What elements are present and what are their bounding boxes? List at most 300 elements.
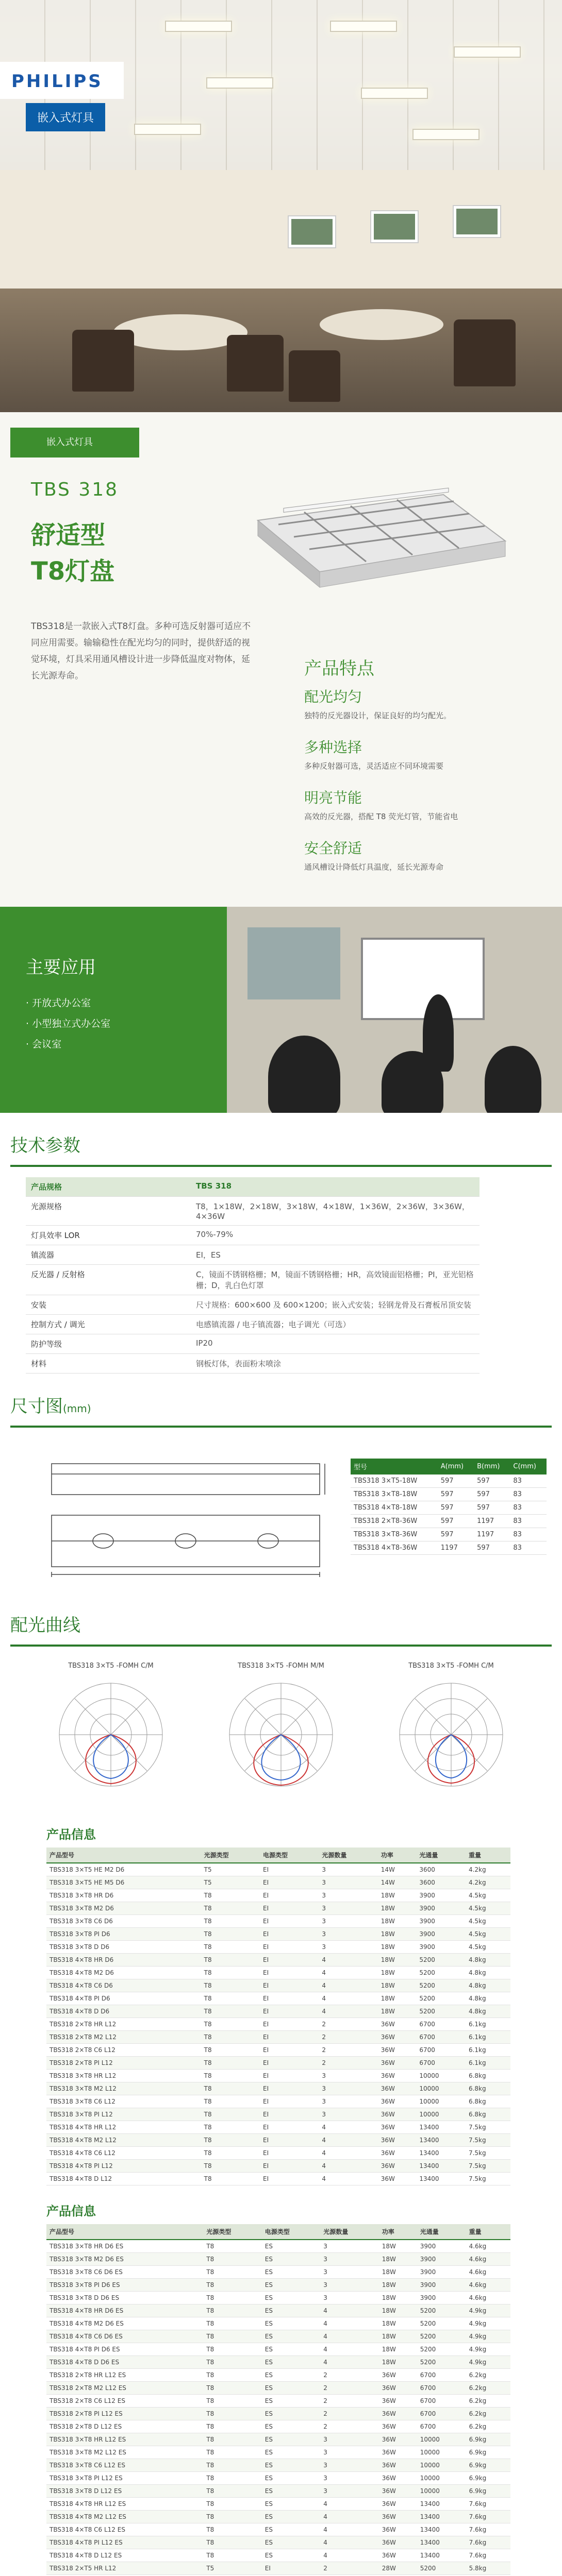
dimensions-body: [351, 1475, 547, 1555]
product-cell: TBS318 4×T8 D L12: [46, 2173, 201, 2185]
product-cell: T8: [203, 2240, 261, 2253]
product-cell: EI: [260, 2005, 319, 2018]
product-header-cell: 重量: [466, 2224, 510, 2240]
product-row: [46, 2292, 510, 2304]
specs-cell: 安装: [26, 1295, 191, 1315]
curve-label: TBS318 3×T5 -FOMH C/M: [408, 1662, 494, 1670]
product-table-2: [46, 2224, 510, 2576]
product-cell: ES: [262, 2266, 320, 2279]
product-cell: T8: [201, 2031, 260, 2044]
product-cell: 3: [319, 1863, 377, 1876]
product-cell: 4.6kg: [466, 2292, 510, 2304]
dimensions-cell: 597: [474, 1501, 510, 1515]
product-cell: EI: [260, 1915, 319, 1928]
product-cell: T8: [201, 1954, 260, 1967]
product-cell: 36W: [379, 2382, 417, 2395]
feature-text: 通风槽设计降低灯具温度，延长光源寿命: [304, 862, 444, 872]
product-cell: 36W: [378, 2070, 417, 2082]
product-cell: EI: [260, 1954, 319, 1967]
product-cell: T8: [203, 2279, 261, 2292]
product-header-cell: 电源类型: [262, 2224, 320, 2240]
product-cell: EI: [260, 2031, 319, 2044]
product-cell: 18W: [379, 2279, 417, 2292]
product-cell: TBS318 3×T8 PI D6 ES: [46, 2279, 203, 2292]
product-cell: TBS318 3×T5 HE M2 D6: [46, 1863, 201, 1876]
chair: [72, 330, 134, 392]
product-cell: 36W: [379, 2369, 417, 2382]
product-row: [46, 1941, 510, 1954]
specs-cell: C，镜面不锈钢格栅；M，镜面不锈钢格栅；HR，高效镜面铝格栅；PI，亚光铝格栅；D，乳白色灯罩: [191, 1265, 480, 1295]
product-cell: TBS318 2×T8 C6 L12 ES: [46, 2395, 203, 2408]
specs-row: [26, 1197, 480, 1226]
product-cell: 4: [319, 1979, 377, 1992]
product-cell: 3900: [417, 2292, 466, 2304]
product-cell: EI: [260, 1889, 319, 1902]
product-cell: 3: [320, 2279, 378, 2292]
feature-text: 独特的反光器设计，保证良好的均匀配光。: [304, 711, 452, 720]
product-cell: 6700: [417, 2420, 466, 2433]
dimensions-cell: 83: [510, 1501, 547, 1515]
product-cell: 13400: [416, 2147, 466, 2160]
product-cell: 6700: [416, 2057, 466, 2070]
dimensions-cell: 597: [474, 1541, 510, 1555]
product-cell: ES: [262, 2253, 320, 2266]
product-cell: 36W: [378, 2147, 417, 2160]
product-row: [46, 2121, 510, 2134]
product-cell: T8: [203, 2433, 261, 2446]
product-header-cell: 产品型号: [46, 2224, 203, 2240]
product-header-row: [46, 2224, 510, 2240]
product-cell: 5200: [416, 1992, 466, 2005]
ceiling-lamp: [361, 88, 428, 99]
product-cell: 13400: [417, 2536, 466, 2549]
product-cell: 5200: [417, 2343, 466, 2356]
product-cell: EI: [260, 1979, 319, 1992]
product-cell: T8: [203, 2536, 261, 2549]
product-cell: 2: [320, 2395, 378, 2408]
dimensions-cell: 597: [438, 1528, 474, 1541]
product-row: [46, 1863, 510, 1876]
product-cell: 36W: [379, 2408, 417, 2420]
product-cell: 6700: [417, 2408, 466, 2420]
product-cell: 18W: [378, 1954, 417, 1967]
product-cell: T8: [203, 2485, 261, 2498]
product-cell: 6.8kg: [466, 2095, 510, 2108]
product-cell: 7.6kg: [466, 2498, 510, 2511]
product-cell: ES: [262, 2459, 320, 2472]
product-cell: 3: [320, 2485, 378, 2498]
product-cell: 5200: [417, 2330, 466, 2343]
product-cell: TBS318 4×T8 PI D6 ES: [46, 2343, 203, 2356]
applications-title: 主要应用: [26, 957, 96, 978]
product-cell: TBS318 2×T5 HR L12: [46, 2562, 203, 2575]
product-cell: EI: [260, 2095, 319, 2108]
product-cell: T8: [201, 1889, 260, 1902]
feature-item: [304, 686, 521, 722]
product-cell: 36W: [379, 2472, 417, 2485]
dimensions-cell: 1197: [438, 1541, 474, 1555]
product-cell: T8: [203, 2511, 261, 2523]
specs-cell: 尺寸规格：600×600 及 600×1200；嵌入式安装；轻钢龙骨及石膏板吊顶安装: [191, 1295, 480, 1315]
dimensions-header-row: [351, 1459, 547, 1475]
product-row: [46, 2433, 510, 2446]
product-cell: ES: [262, 2395, 320, 2408]
product-row: [46, 2057, 510, 2070]
product-cell: EI: [260, 1992, 319, 2005]
product-cell: T8: [201, 1902, 260, 1915]
product-cell: ES: [262, 2292, 320, 2304]
product-cell: 4: [320, 2317, 378, 2330]
product-header-cell: 功率: [379, 2224, 417, 2240]
product-cell: EI: [260, 2173, 319, 2185]
product-cell: EI: [260, 1941, 319, 1954]
product-row: [46, 2562, 510, 2575]
product-cell: 5200: [417, 2317, 466, 2330]
product-cell: T8: [201, 2108, 260, 2121]
product-cell: 36W: [378, 2082, 417, 2095]
product-row: [46, 2173, 510, 2185]
product-cell: ES: [262, 2317, 320, 2330]
product-cell: TBS318 4×T8 C6 D6: [46, 1979, 201, 1992]
product-cell: 3: [319, 1928, 377, 1941]
product-cell: 4.8kg: [466, 1954, 510, 1967]
curves-title: 配光曲线: [10, 1615, 80, 1636]
product-cell: 36W: [378, 2031, 417, 2044]
product-cell: 36W: [378, 2173, 417, 2185]
product-cell: T8: [201, 2018, 260, 2031]
product-header-cell: 功率: [378, 1848, 417, 1863]
product-cell: 13400: [416, 2160, 466, 2173]
product-row: [46, 2446, 510, 2459]
product-cell: 7.5kg: [466, 2160, 510, 2173]
product-cell: 18W: [379, 2253, 417, 2266]
product-cell: 7.5kg: [466, 2173, 510, 2185]
product-cell: 3900: [416, 1902, 466, 1915]
product-cell: TBS318 3×T8 M2 D6 ES: [46, 2253, 203, 2266]
product-cell: ES: [262, 2420, 320, 2433]
product-cell: 2: [320, 2562, 378, 2575]
ceiling-lamp: [454, 46, 521, 58]
product-cell: TBS318 3×T8 PI D6: [46, 1928, 201, 1941]
product-cell: 36W: [378, 2121, 417, 2134]
product-cell: EI: [260, 2082, 319, 2095]
product-row: [46, 2108, 510, 2121]
product-cell: TBS318 2×T8 PI L12: [46, 2057, 201, 2070]
dimensions-cell: TBS318 3×T8-18W: [351, 1488, 438, 1501]
product-cell: 4.5kg: [466, 1889, 510, 1902]
product-cell: 2: [320, 2408, 378, 2420]
polar-diagram: [44, 1673, 178, 1797]
product-cell: TBS318 3×T8 C6 D6: [46, 1915, 201, 1928]
product-cell: EI: [260, 1902, 319, 1915]
product-row: [46, 2266, 510, 2279]
product-cell: T8: [203, 2292, 261, 2304]
product-cell: 28W: [379, 2562, 417, 2575]
product-cell: TBS318 2×T8 D L12 ES: [46, 2420, 203, 2433]
product-cell: 3900: [416, 1941, 466, 1954]
product-cell: 13400: [417, 2549, 466, 2562]
brand-name: PHILIPS: [11, 71, 103, 92]
dimensions-cell: 597: [474, 1488, 510, 1501]
product-cell: ES: [262, 2549, 320, 2562]
product-cell: TBS318 4×T8 M2 L12: [46, 2134, 201, 2147]
product-cell: 13400: [416, 2121, 466, 2134]
product-cell: 18W: [379, 2343, 417, 2356]
product-cell: 36W: [379, 2511, 417, 2523]
product-cell: ES: [262, 2343, 320, 2356]
product-description: TBS318是一款嵌入式T8灯盘。多种可选反射器可适应不同应用需要。输输稳性在配光均匀的同时，提供舒适的视觉环境，灯具采用通风槽设计进一步降低温度对物体，延长光源寿命。: [31, 621, 251, 681]
feature-title: 多种选择: [304, 739, 362, 756]
specs-cell: 钢板灯体，表面粉末喷涂: [191, 1354, 480, 1374]
product-cell: 6.9kg: [466, 2472, 510, 2485]
product-cell: 18W: [378, 1941, 417, 1954]
specs-cell: 灯具效率 LOR: [26, 1226, 191, 1245]
product-cell: 4.6kg: [466, 2279, 510, 2292]
dimensions-cell: TBS318 4×T8-36W: [351, 1541, 438, 1555]
product-cell: 6700: [416, 2031, 466, 2044]
feature-text: 多种反射器可选，灵活适应不同环境需要: [304, 761, 444, 771]
product-cell: 5200: [416, 2005, 466, 2018]
product-row: [46, 2523, 510, 2536]
product-cell: 4.2kg: [466, 1876, 510, 1889]
product-cell: 4: [319, 1992, 377, 2005]
application-item: · 开放式办公室: [26, 997, 91, 1009]
product-row: [46, 2044, 510, 2057]
product-cell: 5200: [416, 1967, 466, 1979]
product-cell: 6.2kg: [466, 2382, 510, 2395]
dimension-drawing: [41, 1453, 330, 1582]
product-cell: T8: [201, 1979, 260, 1992]
product-cell: 18W: [379, 2317, 417, 2330]
light-curve: [39, 1662, 183, 1799]
product-cell: 10000: [417, 2472, 466, 2485]
dimensions-cell: 1197: [474, 1515, 510, 1528]
product-cell: 18W: [378, 1979, 417, 1992]
product-header-cell: 重量: [466, 1848, 510, 1863]
feature-title: 安全舒适: [304, 840, 362, 857]
product-row: [46, 2356, 510, 2369]
product-cell: 10000: [416, 2108, 466, 2121]
product-cell: TBS318 3×T5 HE M5 D6: [46, 1876, 201, 1889]
product-cell: 7.6kg: [466, 2511, 510, 2523]
product-cell: 3900: [417, 2266, 466, 2279]
product-cell: T8: [203, 2472, 261, 2485]
product-cell: T8: [201, 1928, 260, 1941]
product-cell: T8: [203, 2304, 261, 2317]
product-cell: 36W: [378, 2044, 417, 2057]
product-cell: TBS318 4×T8 PI L12 ES: [46, 2536, 203, 2549]
dimensions-cell: 83: [510, 1528, 547, 1541]
dimensions-section: [0, 1438, 562, 1592]
product-row: [46, 2511, 510, 2523]
product-cell: EI: [260, 2044, 319, 2057]
dimensions-cell: 83: [510, 1475, 547, 1488]
product-cell: 7.6kg: [466, 2523, 510, 2536]
product-cell: 18W: [378, 1902, 417, 1915]
product-info-title: 产品信息: [46, 1827, 96, 1842]
section-divider: [10, 1645, 552, 1647]
product-cell: 2: [319, 2057, 377, 2070]
specs-cell: 控制方式 / 调光: [26, 1315, 191, 1334]
product-cell: 36W: [378, 2134, 417, 2147]
product-cell: 18W: [379, 2330, 417, 2343]
product-cell: EI: [260, 2160, 319, 2173]
product-cell: 6.1kg: [466, 2018, 510, 2031]
product-row: [46, 2459, 510, 2472]
product-cell: T8: [201, 2070, 260, 2082]
product-cell: 10000: [417, 2485, 466, 2498]
product-cell: ES: [262, 2369, 320, 2382]
product-cell: ES: [262, 2433, 320, 2446]
product-row: [46, 2330, 510, 2343]
product-cell: 4.9kg: [466, 2304, 510, 2317]
dimensions-cell: TBS318 3×T5-18W: [351, 1475, 438, 1488]
meeting-room-photo: [227, 907, 562, 1113]
product-cell: 3: [319, 1941, 377, 1954]
product-cell: TBS318 3×T8 M2 L12: [46, 2082, 201, 2095]
dimensions-row: [351, 1515, 547, 1528]
chair: [227, 335, 284, 392]
product-cell: 6.2kg: [466, 2369, 510, 2382]
product-cell: 3: [320, 2433, 378, 2446]
product-cell: T8: [201, 2044, 260, 2057]
product-cell: 4: [319, 2160, 377, 2173]
product-cell: TBS318 4×T8 C6 D6 ES: [46, 2330, 203, 2343]
product-cell: 3: [320, 2240, 378, 2253]
polar-diagram: [214, 1673, 348, 1797]
product-cell: TBS318 4×T8 D L12 ES: [46, 2549, 203, 2562]
product-cell: ES: [262, 2511, 320, 2523]
product-cell: 18W: [378, 1915, 417, 1928]
product-intro: [0, 412, 562, 907]
section-divider: [10, 1426, 552, 1428]
product-cell: 10000: [416, 2095, 466, 2108]
product-cell: 3900: [416, 1915, 466, 1928]
product-cell: EI: [260, 1876, 319, 1889]
product-cell: EI: [260, 2147, 319, 2160]
product-cell: 3900: [416, 1928, 466, 1941]
product-cell: 36W: [379, 2523, 417, 2536]
product-cell: TBS318 4×T8 HR D6 ES: [46, 2304, 203, 2317]
specs-header-row: [26, 1177, 480, 1197]
light-curve: [379, 1662, 523, 1799]
product-row: [46, 2343, 510, 2356]
product-name-line2: T8灯盘: [31, 557, 115, 586]
product-cell: 3: [320, 2253, 378, 2266]
product-cell: T8: [203, 2356, 261, 2369]
product-cell: TBS318 3×T8 M2 L12 ES: [46, 2446, 203, 2459]
product-cell: 18W: [379, 2240, 417, 2253]
product-cell: 6700: [417, 2382, 466, 2395]
product-cell: 6700: [417, 2395, 466, 2408]
product-cell: 13400: [417, 2498, 466, 2511]
person: [485, 1046, 541, 1113]
specs-cell: 70%-79%: [191, 1226, 480, 1245]
specs-cell: 光源规格: [26, 1197, 191, 1226]
feature-item: [304, 787, 521, 823]
product-cell: EI: [260, 2018, 319, 2031]
product-row: [46, 2279, 510, 2292]
product-cell: 4.5kg: [466, 1915, 510, 1928]
product-cell: 4: [319, 2134, 377, 2147]
product-cell: TBS318 2×T8 PI L12 ES: [46, 2408, 203, 2420]
light-curve: [209, 1662, 353, 1799]
product-cell: 18W: [378, 1889, 417, 1902]
product-cell: 4.9kg: [466, 2317, 510, 2330]
product-cell: ES: [262, 2536, 320, 2549]
product-row: [46, 1979, 510, 1992]
person: [268, 1036, 340, 1113]
product-cell: 4: [319, 2173, 377, 2185]
product-cell: 13400: [417, 2523, 466, 2536]
feature-title: 明亮节能: [304, 789, 362, 806]
application-item: · 小型独立式办公室: [26, 1018, 111, 1029]
product-cell: ES: [262, 2240, 320, 2253]
product-cell: T8: [203, 2549, 261, 2562]
product-cell: T8: [203, 2523, 261, 2536]
product-cell: TBS318 3×T8 HR L12 ES: [46, 2433, 203, 2446]
product-header-cell: 光通量: [416, 1848, 466, 1863]
product-cell: T8: [201, 2134, 260, 2147]
whiteboard: [247, 927, 340, 999]
ceiling-lamp: [134, 124, 201, 135]
product-row: [46, 2420, 510, 2433]
product-cell: 2: [320, 2369, 378, 2382]
specs-row: [26, 1334, 480, 1354]
dimensions-unit: (mm): [63, 1402, 91, 1415]
product-cell: TBS318 4×T8 PI L12: [46, 2160, 201, 2173]
feature-text: 高效的反光器，搭配 T8 荧光灯管，节能省电: [304, 812, 458, 821]
product-row: [46, 2382, 510, 2395]
product-cell: 10000: [417, 2433, 466, 2446]
product-cell: T8: [203, 2317, 261, 2330]
specs-cell: EI，ES: [191, 1245, 480, 1265]
product-cell: T8: [203, 2446, 261, 2459]
specs-row: [26, 1226, 480, 1245]
product-cell: 36W: [379, 2446, 417, 2459]
product-header-row: [46, 1848, 510, 1863]
dimensions-table: [351, 1459, 547, 1555]
product-cell: TBS318 3×T8 M2 D6: [46, 1902, 201, 1915]
product-cell: TBS318 4×T8 C6 L12: [46, 2147, 201, 2160]
philips-logo: [0, 62, 124, 99]
feature-title: 配光均匀: [304, 688, 362, 705]
product-row: [46, 1902, 510, 1915]
specs-cell: 材料: [26, 1354, 191, 1374]
product-cell: 2: [319, 2018, 377, 2031]
product-cell: ES: [262, 2356, 320, 2369]
product-cell: ES: [262, 2485, 320, 2498]
product-cell: T8: [203, 2420, 261, 2433]
specs-cell: IP20: [191, 1334, 480, 1354]
product-cell: 3: [319, 1915, 377, 1928]
product-row: [46, 1876, 510, 1889]
product-row: [46, 2160, 510, 2173]
product-info-title: 产品信息: [46, 2204, 96, 2218]
dim-header: B(mm): [474, 1459, 510, 1475]
dimensions-row: [351, 1528, 547, 1541]
specs-cell: 电感镇流器 / 电子镇流器；电子调光（可选）: [191, 1315, 480, 1334]
product-row: [46, 1967, 510, 1979]
wall-picture: [289, 216, 335, 247]
product-cell: EI: [260, 2057, 319, 2070]
product-cell: 6.1kg: [466, 2044, 510, 2057]
dimensions-cell: 83: [510, 1515, 547, 1528]
product-cell: 4.9kg: [466, 2343, 510, 2356]
product-cell: 3: [320, 2472, 378, 2485]
product-cell: 4: [320, 2511, 378, 2523]
product-cell: 5200: [417, 2304, 466, 2317]
